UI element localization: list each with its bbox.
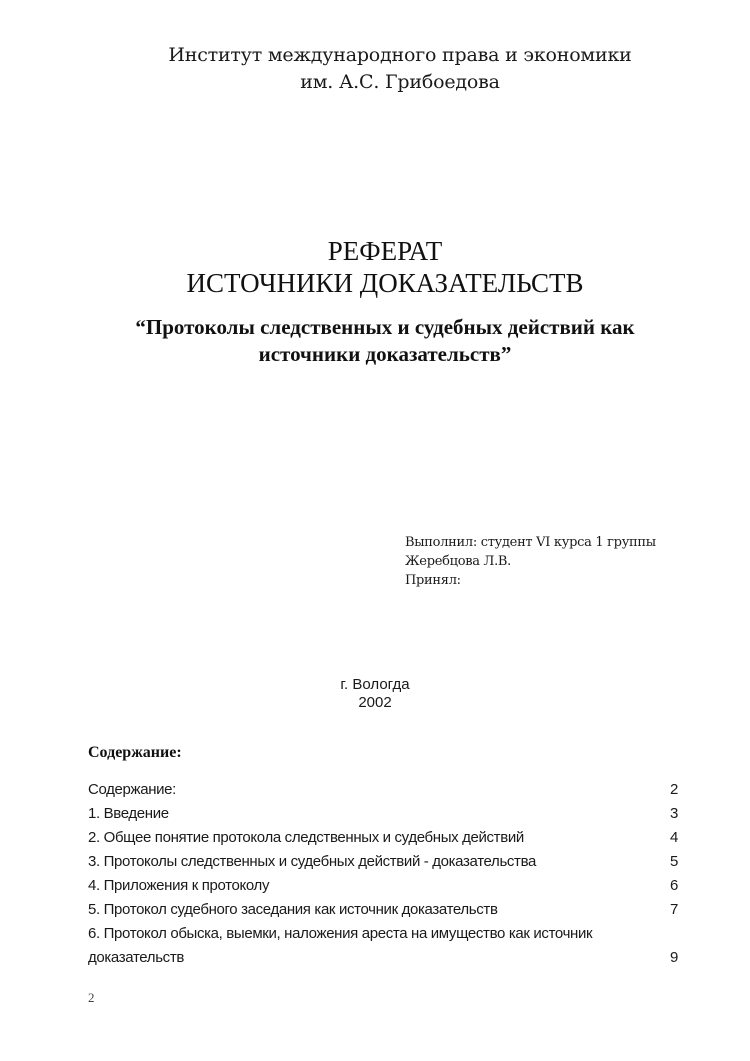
toc-item[interactable] (88, 898, 680, 922)
toc-item[interactable] (88, 874, 680, 898)
toc-item-page: 6 (670, 877, 678, 894)
toc-item-page: 2 (670, 781, 678, 798)
author-block (405, 533, 656, 590)
page-number: 2 (88, 990, 95, 1005)
topic-line-2: источники доказательств” (258, 342, 512, 366)
toc-item[interactable] (88, 850, 680, 874)
document-type: РЕФЕРАТ (327, 236, 443, 266)
toc-item-page: 3 (670, 805, 678, 822)
toc-item-label: 6. Протокол обыска, выемки, наложения ареста на имущество как источник доказательств (88, 925, 593, 966)
institute-named-after: им. А.С. Грибоедова (300, 71, 500, 93)
toc-heading: Содержание: (88, 744, 182, 761)
toc-item-label: 2. Общее понятие протокола следственных и судебных действий (88, 829, 524, 846)
toc-item-label: 3. Протоколы следственных и судебных действий - доказательства (88, 853, 537, 870)
toc-item-page: 5 (670, 853, 678, 870)
accepted-by: Принял: (405, 573, 461, 588)
completed-by: Выполнил: студент VI курса 1 группы (405, 535, 656, 550)
toc-item[interactable] (88, 922, 680, 970)
institute-name: Институт международного права и экономики (168, 44, 632, 66)
toc-item-page: 4 (670, 829, 678, 846)
topic-line-1: “Протоколы следственных и судебных действий как (135, 315, 635, 339)
toc-item-label: 4. Приложения к протоколу (88, 877, 270, 894)
place-date-block (0, 676, 750, 712)
table-of-contents (88, 778, 680, 970)
toc-item[interactable] (88, 802, 680, 826)
toc-item-label: Содержание: (88, 781, 176, 798)
city: г. Вологда (340, 676, 410, 693)
year: 2002 (358, 694, 392, 711)
toc-item[interactable] (88, 778, 680, 802)
toc-item-page: 9 (670, 949, 678, 966)
toc-item[interactable] (88, 826, 680, 850)
institute-header (0, 42, 750, 96)
document-topic (0, 314, 750, 368)
title-block (0, 235, 750, 299)
document-subject: ИСТОЧНИКИ ДОКАЗАТЕЛЬСТВ (186, 268, 584, 298)
toc-item-label: 5. Протокол судебного заседания как источник доказательств (88, 901, 498, 918)
toc-item-page: 7 (670, 901, 678, 918)
toc-item-label: 1. Введение (88, 805, 169, 822)
author-name: Жеребцова Л.В. (405, 554, 511, 569)
